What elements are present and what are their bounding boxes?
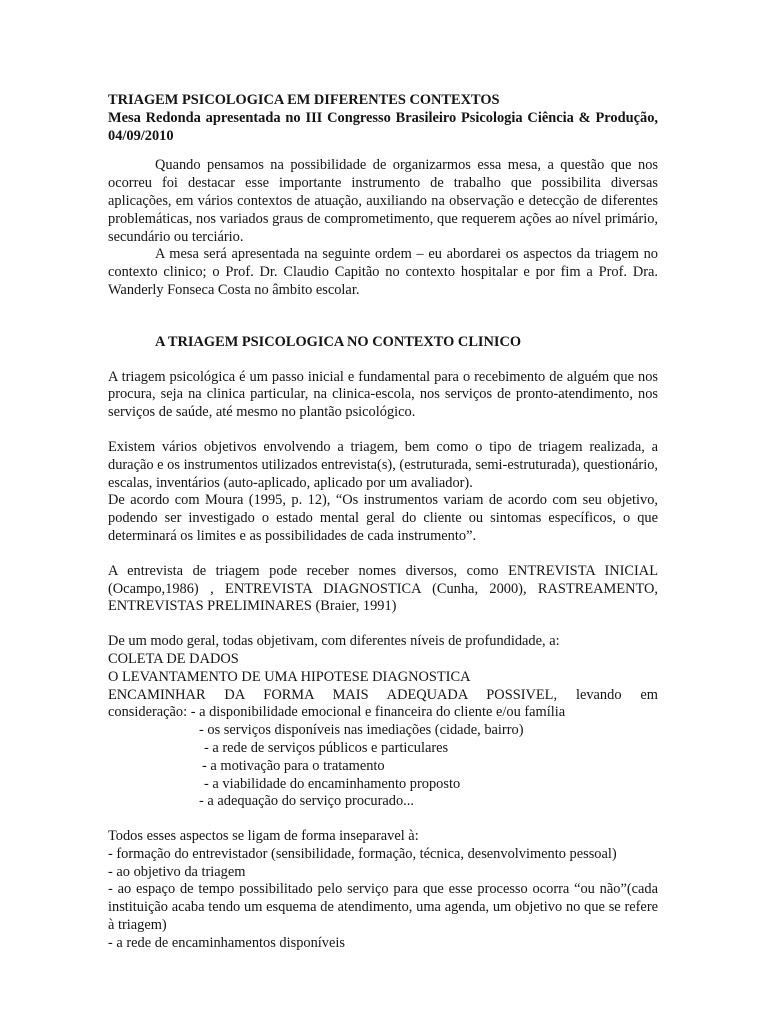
section-heading: A TRIAGEM PSICOLOGICA NO CONTEXTO CLINICO: [155, 333, 522, 350]
consideration-item: - a adequação do serviço procurado...: [199, 793, 414, 810]
consideration-item: - a motivação para o tratamento: [202, 757, 385, 774]
section-paragraph-3: De acordo com Moura (1995, p. 12), “Os instrumentos variam de acordo com seu objetivo, podendo ser investigado o estado mental geral do cliente ou sintomas específicos, o que determinará os limites e as possibilidades de cada instrumento”.: [108, 492, 658, 544]
aspect-bullet: - formação do entrevistador (sensibilidade, formação, técnica, desenvolvimento pessoal): [108, 845, 617, 862]
aspect-bullet: - ao objetivo da triagem: [108, 863, 246, 880]
consideration-line: consideração: - a disponibilidade emocional e financeira do cliente e/ou família: [108, 704, 566, 721]
intro-paragraph-2: A mesa será apresentada na seguinte ordem – eu abordarei os aspectos da triagem no contexto clinico; o Prof. Dr. Claudio Capitão no contexto hospitalar e por fim a Prof. Dra. Wanderly Fonseca Costa no âmbito escolar.: [108, 246, 658, 298]
objective-encaminhar: ENCAMINHAR DA FORMA MAIS ADEQUADA POSSIVEL, levando em: [108, 686, 658, 703]
section-paragraph-6: Todos esses aspectos se ligam de forma inseparavel à:: [108, 828, 419, 845]
section-paragraph-5: De um modo geral, todas objetivam, com diferentes níveis de profundidade, a:: [108, 633, 560, 650]
document-subtitle: Mesa Redonda apresentada no III Congresso Brasileiro Psicologia Ciência & Produção, 04/09/2010: [108, 109, 658, 144]
intro-paragraph-1: Quando pensamos na possibilidade de organizarmos essa mesa, a questão que nos ocorreu foi destacar esse importante instrumento de trabalho que possibilita diversas aplicações, em vários contextos de atuação, auxiliando na observação e detecção de diferentes problemáticas, nos variados graus de comprometimento, que requerem ações ao nível primário, secundário ou terciário.: [108, 157, 658, 245]
section-paragraph-2: Existem vários objetivos envolvendo a triagem, bem como o tipo de triagem realizada, a duração e os instrumentos utilizados entrevista(s), (estruturada, semi-estruturada), questionário, escalas, inventários (auto-aplicado, aplicado por um avaliador).: [108, 438, 658, 491]
aspect-bullet: - a rede de encaminhamentos disponíveis: [108, 934, 345, 951]
section-paragraph-1: A triagem psicológica é um passo inicial e fundamental para o recebimento de alguém que nos procura, seja na clinica particular, na clinica-escola, nos serviços de pronto-atendimento, nos serviços de saúde, até mesmo no plantão psicológico.: [108, 368, 658, 421]
consideration-item: - os serviços disponíveis nas imediações (cidade, bairro): [199, 722, 524, 739]
consideration-item: - a rede de serviços públicos e particulares: [204, 739, 449, 756]
section-paragraph-4: A entrevista de triagem pode receber nomes diversos, como ENTREVISTA INICIAL (Ocampo,1986) , ENTREVISTA DIAGNOSTICA (Cunha, 2000), RASTREAMENTO, ENTREVISTAS PRELIMINARES (Braier, 1991): [108, 562, 658, 615]
aspect-bullet: - ao espaço de tempo possibilitado pelo serviço para que esse processo ocorra “ou não”(cada instituição acaba tendo um esquema de atendimento, uma agenda, um objetivo no que se refere à triagem): [108, 881, 658, 934]
document-title: TRIAGEM PSICOLOGICA EM DIFERENTES CONTEXTOS: [108, 92, 500, 108]
objective-coleta: COLETA DE DADOS: [108, 650, 239, 667]
objective-hipotese: O LEVANTAMENTO DE UMA HIPOTESE DIAGNOSTICA: [108, 668, 471, 685]
consideration-item: - a viabilidade do encaminhamento proposto: [204, 775, 461, 792]
